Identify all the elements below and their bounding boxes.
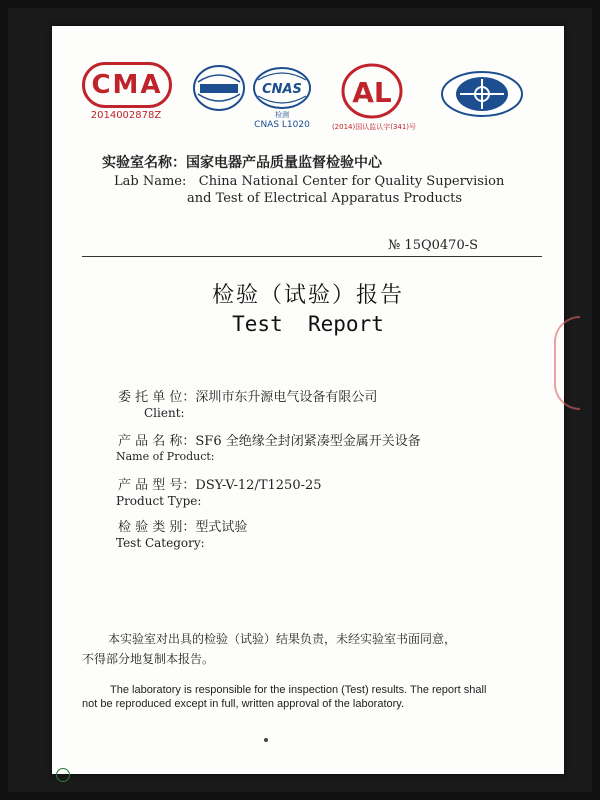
- report-number: № 15Q0470-S: [388, 238, 479, 253]
- ccc-logo-icon: [440, 70, 524, 118]
- disclaimer-cn-line1: 本实验室对出具的检验（试验）结果负责，未经实验室书面同意，: [108, 632, 457, 646]
- product-name-label-en: Name of Product:: [116, 450, 215, 463]
- report-cover-page: [52, 26, 564, 774]
- client-label-en: Client:: [144, 406, 185, 420]
- cnas-label: 检测: [275, 111, 289, 119]
- product-type-label-en: Product Type:: [116, 494, 202, 508]
- cma-logo: CMA: [82, 62, 172, 108]
- disclaimer-en-line1: The laboratory is responsible for the inspection (Test) results. The report shall: [110, 684, 487, 696]
- cnas-logo-icon: [252, 66, 312, 110]
- svg-text:AL: AL: [352, 76, 392, 109]
- svg-text:CNAS: CNAS: [262, 82, 302, 97]
- ilac-mra-logo-icon: [192, 64, 246, 112]
- al-logo-icon: [340, 62, 404, 120]
- cma-number: 2014002878Z: [90, 110, 162, 121]
- title-english: Test Report: [232, 312, 384, 336]
- lab-name-english-line2: and Test of Electrical Apparatus Products: [187, 191, 463, 206]
- cnas-code: CNAS L1020: [254, 120, 310, 130]
- product-name-field: 产 品 名 称：SF6 全绝缘全封闭紧凑型金属开关设备: [118, 434, 421, 449]
- title-chinese: 检验（试验）报告: [211, 283, 404, 308]
- lab-name-english-line1: Lab Name: China National Center for Quality Supervision: [114, 174, 505, 189]
- corner-seal-icon: [56, 768, 70, 782]
- disclaimer-en-line2: not be reproduced except in full, written approval of the laboratory.: [82, 698, 405, 710]
- divider: [82, 256, 542, 257]
- disclaimer-cn-line2: 不得部分地复制本报告。: [82, 652, 215, 666]
- al-license-text: (2014)国认监认字(341)号: [331, 123, 417, 131]
- ink-dot: [264, 738, 268, 742]
- client-field: 委 托 单 位：深圳市东升源电气设备有限公司: [118, 390, 378, 405]
- test-category-label-en: Test Category:: [116, 536, 205, 550]
- lab-name-chinese: 实验室名称：国家电器产品质量监督检验中心: [102, 155, 382, 171]
- edge-stamp-icon: [554, 316, 580, 410]
- test-category-field: 检 验 类 别：型式试验: [118, 520, 248, 535]
- product-type-field: 产 品 型 号：DSY-V-12/T1250-25: [118, 478, 322, 493]
